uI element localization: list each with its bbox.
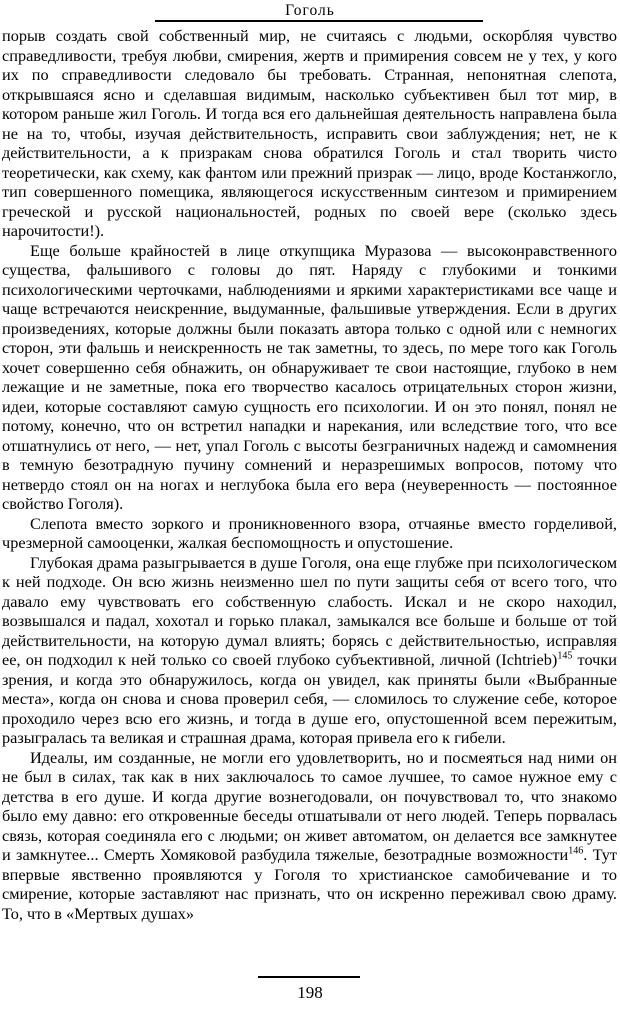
footnote-ref: 146	[568, 845, 584, 857]
header-rule	[155, 20, 483, 22]
paragraph: Идеалы, им созданные, не могли его удовлетворить, но и посмеяться над ними он не был в силах, так как в них заключалось то самое лучшее, то самое нужное ему с детства в его душе. И когда другие вознегодовали, он почувствовал то, что знакомо было ему давно: его откровенные беседы отшатывали от него людей. Теперь порвалась связь, которая соединяла его с людьми; он живет автоматом, он делается все замкнутее и замкнутее... Смерть Хомяковой разбудила тяжелые, безотрадные возможности$^{146}$. Тут впервые явственно проявляются у Гоголя то христианское самобичевание и то смирение, которые заставляют нас признать, что он искренно переживал свою драму. То, что в «Мертвых душах»	[2, 747, 618, 923]
paragraph: Глубокая драма разыгрывается в душе Гоголя, она еще глубже при психологическом к ней подходе. Он всю жизнь неизменно шел по пути защиты себя от всего того, что давало ему чувствовать его собственную слабость. Искал и не скоро находил, возвышался и падал, хохотал и горько плакал, замыкался все больше и больше от той действительности, на которую думал влиять; борясь с действительностью, исправляя ее, он подходил к ней только со своей глубоко субъективной, личной (Ichtrieb)$^{145}$ точки зрения, и когда это обнаружилось, когда он увидел, как приняты были «Выбранные места», когда он снова и снова проверил себя, — сломилось то служение себе, которое проходило через всю его жизнь, и тогда в душе его, опустошенной всем пережитым, разыгралась та великая и страшная драма, которая привела его к гибели.	[2, 552, 617, 747]
running-header	[0, 1, 620, 20]
footer-rule	[258, 976, 360, 978]
paragraph: Еще больше крайностей в лице откупщика Муразова — высоконравственного существа, фальшивого с головы до пят. Наряду с глубокими и тонкими психологическими черточками, наблюдениями и яркими характеристиками все чаще и чаще встречаются неискренние, выдуманные, фальшивые утверждения. Если в других произведениях, которые должны были показать автора только с одной или с немногих сторон, эти фальшь и неискренность не так заметны, то здесь, по мере того как Гоголь хочет совершенно себя обнажить, он обнаруживает те свои настоящие, глубоко в нем лежащие и не заметные, пока его творчество касалось отрицательных сторон жизни, идеи, которые составляют самую сущность его психологии. И он это понял, понял не потому, конечно, что он встретил нападки и нарекания, или вследствие того, что все отшатнулись от него, — нет, упал Гоголь с высоты безграничных надежд и самомнения в темную безотрадную пучину сомнений и неразрешимых вопросов, потому что нетвердо стоял он на ногах и неглубока была его вера (неуверенность — постоянное свойство Гоголя).	[2, 240, 617, 513]
page-body	[2, 26, 617, 923]
paragraph: Слепота вместо зоркого и проникновенного взора, отчаянье вместо горделивой, чрезмерной самооценки, жалкая беспомощность и опустошение.	[2, 513, 617, 552]
page-number: 198	[297, 983, 323, 1002]
running-header-title: Гоголь	[285, 2, 335, 19]
footnote-ref: 145	[557, 650, 573, 662]
paragraph: порыв создать свой собственный мир, не считаясь с людьми, оскорбляя чувство справедливости, требуя любви, смирения, жертв и примирения совсем не у тех, у кого их по справедливости следовало бы требовать. Странная, непонятная слепота, открывшаяся ясно и сделавшая видимым, насколько субъективен был тот мир, в котором раньше жил Гоголь. И тогда вся его дальнейшая деятельность направлена была не на то, чтобы, изучая действительность, исправить свои заблуждения; нет, не к действительности, а к призракам снова обратился Гоголь и стал творить чисто теоретически, как схему, как фантом или прежний призрак — лицо, вроде Костанжогло, тип совершенного помещика, являющегося искусственным синтезом и примирением греческой и русской национальностей, родных по своей вере (сколько здесь нарочитости!).	[2, 26, 617, 240]
